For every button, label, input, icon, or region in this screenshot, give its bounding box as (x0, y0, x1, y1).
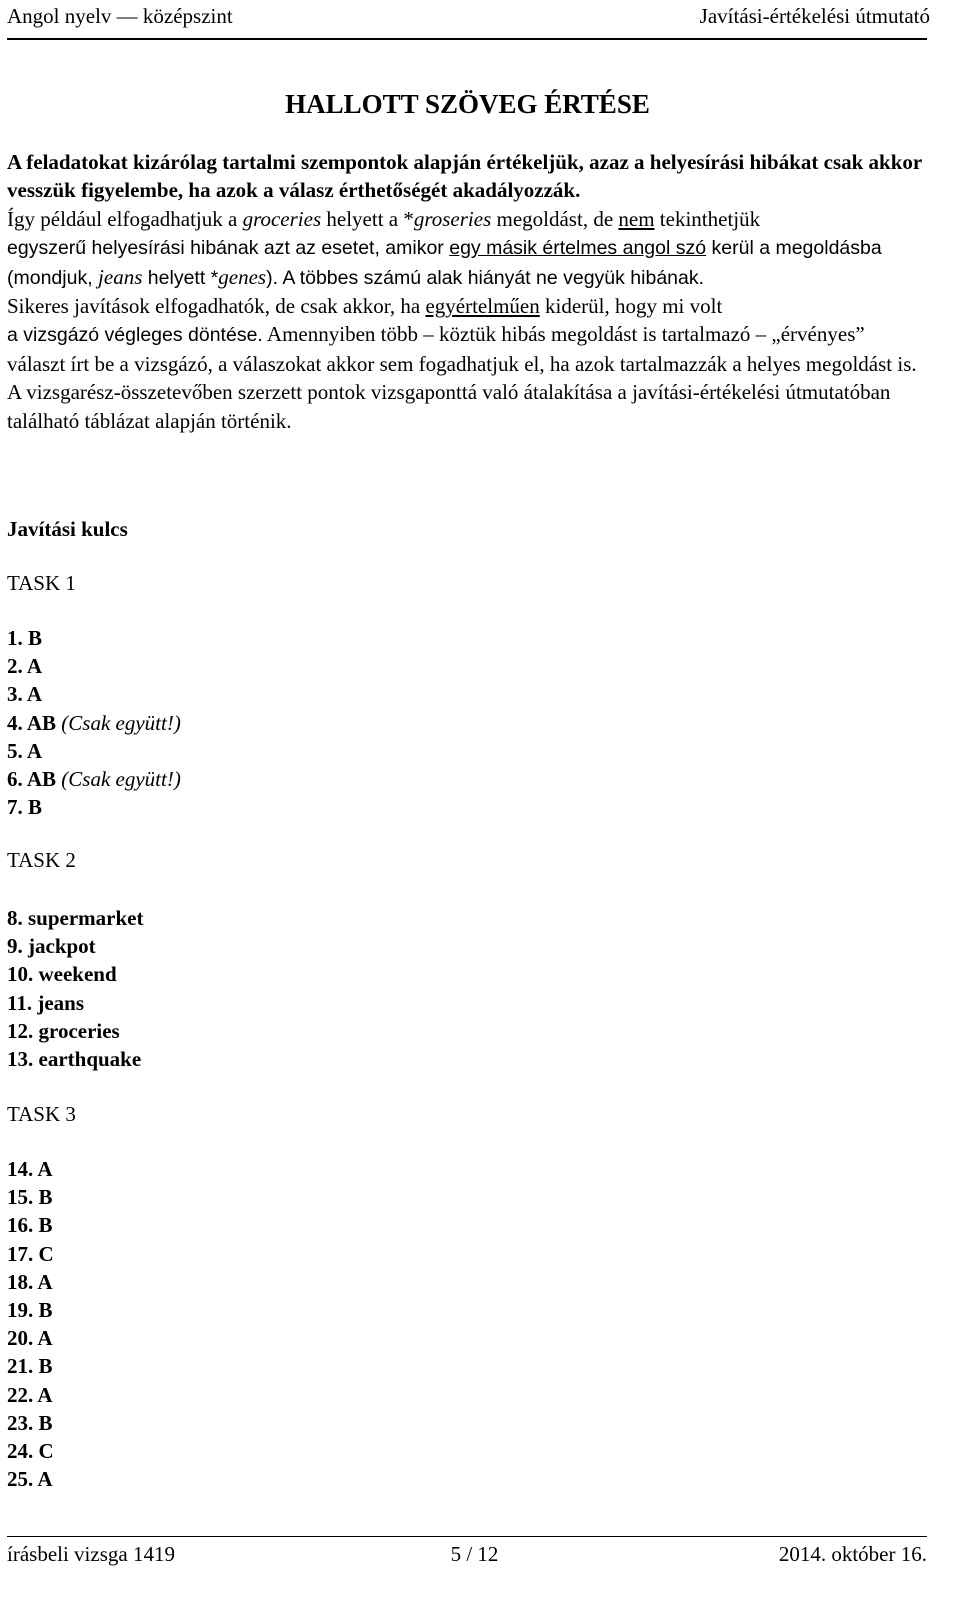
page-title: HALLOTT SZÖVEG ÉRTÉSE (285, 89, 650, 119)
text-run: genes (218, 264, 267, 289)
answer-item (7, 765, 181, 793)
answer-item: 10. weekend (7, 962, 117, 987)
instructions-paragraph-1 (7, 205, 922, 292)
answer-item: 25. A (7, 1467, 53, 1492)
answer-text: 4. AB (7, 710, 57, 735)
answer-item: 20. A (7, 1326, 53, 1351)
text-run: tekinthetjük (654, 206, 761, 231)
text-run: Amennyiben több – köztük hibás megoldást is tartalmazó – „érvényes” választ írt be a vizsgázó, a válaszokat akkor sem fogadhatjuk el, ha azok tartalmazzák a helyes megoldást is. (7, 322, 917, 376)
text-run: a vizsgázó végleges döntése. (7, 324, 263, 347)
page-header (7, 4, 930, 32)
instructions-paragraph-2 (7, 292, 922, 378)
answer-item (7, 737, 181, 765)
answer-item (7, 624, 181, 652)
answer-item (7, 793, 181, 821)
task-2-answers (7, 904, 143, 1073)
text-run: jeans (98, 264, 143, 289)
answer-text: 5. A (7, 738, 43, 763)
answer-item: 15. B (7, 1185, 53, 1210)
answer-item: 22. A (7, 1382, 53, 1407)
answer-item (7, 709, 181, 737)
answer-item: 18. A (7, 1269, 53, 1294)
answer-text: 7. B (7, 795, 43, 820)
answer-item: 13. earthquake (7, 1047, 142, 1072)
answer-item: 24. C (7, 1439, 54, 1464)
text-run: egyszerű helyesírási hibának azt az esetet, amikor (7, 237, 450, 260)
answer-item (7, 652, 181, 680)
answer-item: 11. jeans (7, 990, 85, 1015)
answer-item: 12. groceries (7, 1018, 120, 1043)
answer-note: (Csak együtt!) (56, 767, 181, 792)
footer-date: 2014. október 16. (778, 1542, 927, 1566)
page-footer (7, 1542, 927, 1572)
task-2-heading: TASK 2 (7, 848, 76, 872)
answer-text: 6. AB (7, 767, 57, 792)
answer-item: 14. A (7, 1157, 53, 1181)
answer-item: 23. B (7, 1410, 53, 1435)
text-run: ). A többes számú alak hiányát ne vegyük hibának. (266, 266, 705, 289)
text-run: kerül a megoldásba (mondjuk, (7, 237, 882, 289)
footer-page-number: 5 / 12 (450, 1542, 499, 1566)
answer-note: (Csak együtt!) (56, 710, 181, 735)
answer-text: 1. B (7, 626, 43, 650)
text-run: nem (618, 206, 655, 231)
text-run: groseries (413, 206, 492, 231)
text-run: megoldást, de (491, 206, 619, 231)
answer-text: 3. A (7, 682, 43, 707)
text-run: egyértelműen (425, 294, 540, 319)
answer-item: 8. supermarket (7, 906, 144, 930)
text-run: Így például elfogadhatjuk a (7, 206, 243, 231)
answer-item: 9. jackpot (7, 934, 96, 959)
task-3-answers (7, 1155, 54, 1493)
text-run: helyett * (142, 266, 219, 289)
text-run: Sikeres javítások elfogadhatók, de csak akkor, ha (7, 294, 426, 319)
footer-divider (7, 1536, 927, 1537)
instructions (7, 148, 922, 435)
instructions-bold-line: A feladatokat kizárólag tartalmi szempontok alapján értékeljük, azaz a helyesírási hibákat csak akkor vesszük figyelembe, ha azok a válasz érthetőségét akadályozzák. (7, 150, 922, 203)
footer-exam-code: írásbeli vizsga 1419 (7, 1542, 175, 1566)
answer-text: 2. A (7, 654, 43, 679)
header-subject: Angol nyelv — középszint (7, 4, 233, 28)
answer-item: 19. B (7, 1298, 53, 1323)
text-run: egy másik értelmes angol szó (449, 237, 707, 260)
text-run: kiderül, hogy mi volt (539, 294, 723, 319)
answer-item: 21. B (7, 1354, 53, 1379)
answer-item (7, 680, 181, 708)
task-1-answers (7, 624, 181, 821)
text-run: helyett a * (321, 206, 414, 231)
answer-item: 17. C (7, 1241, 54, 1266)
header-doc-type: Javítási-értékelési útmutató (699, 4, 930, 28)
answer-item: 16. B (7, 1213, 53, 1238)
text-run: groceries (242, 206, 322, 231)
instructions-paragraph-3: A vizsgarész-összetevőben szerzett pontok vizsgaponttá való átalakítása a javítási-értékelési útmutatóban található táblázat alapján történik. (7, 380, 891, 433)
answer-key-heading: Javítási kulcs (7, 517, 128, 541)
header-divider (7, 38, 927, 40)
task-1-heading: TASK 1 (7, 571, 76, 595)
task-3-heading: TASK 3 (7, 1102, 76, 1126)
